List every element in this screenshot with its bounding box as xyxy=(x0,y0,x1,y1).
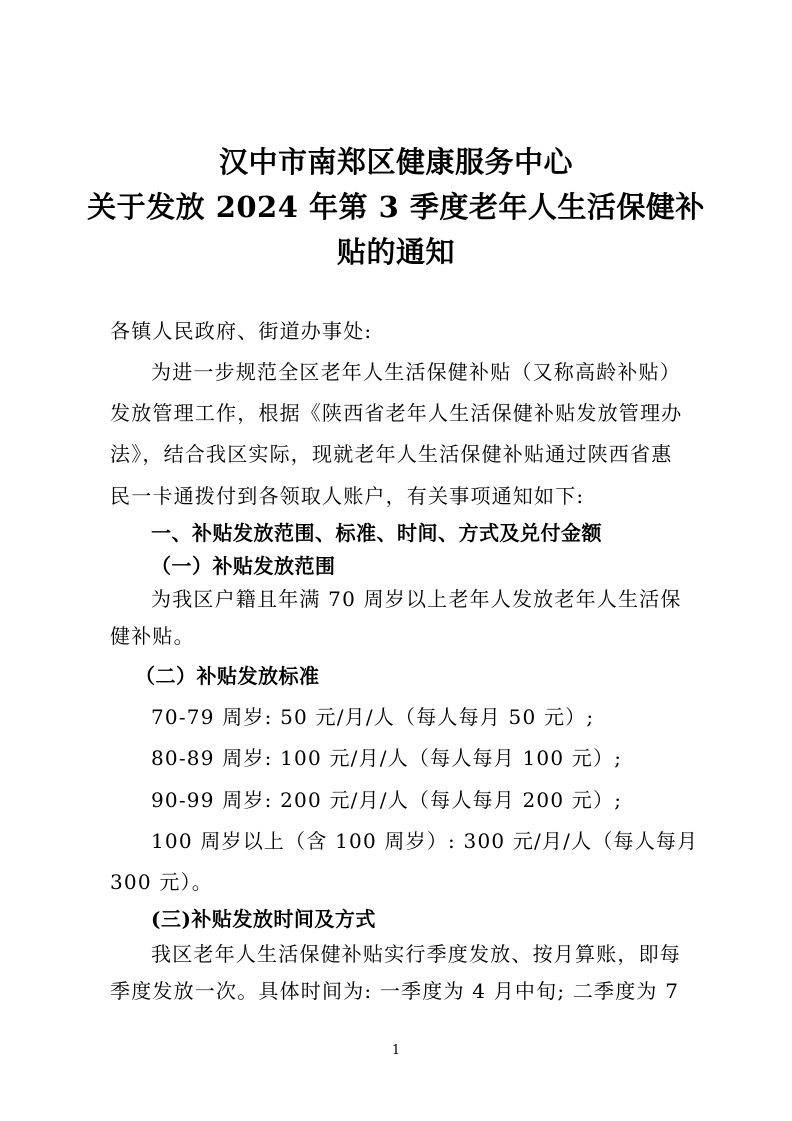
intro-line-4: 民一卡通拨付到各领取人账户，有关事项通知如下: xyxy=(110,484,585,508)
intro-line-2: 发放管理工作，根据《陕西省老年人生活保健补贴发放管理办 xyxy=(110,401,683,425)
title-line-3: 贴的通知 xyxy=(336,235,455,269)
subsection-3-line-2: 季度发放一次。具体时间为: 一季度为 4 月中旬; 二季度为 7 xyxy=(110,979,680,1003)
intro-line-3: 法》，结合我区实际，现就老年人生活保健补贴通过陕西省惠 xyxy=(110,442,673,466)
title-line-1: 汉中市南郑区健康服务中心 xyxy=(218,145,573,179)
salutation: 各镇人民政府、街道办事处: xyxy=(110,319,373,343)
standard-item-100-plus-line-1: 100 周岁以上（含 100 周岁）: 300 元/月/人（每人每月 xyxy=(151,829,699,853)
subsection-1-heading: （一）补贴发放范围 xyxy=(151,554,336,578)
standard-item-90-99: 90-99 周岁: 200 元/月/人（每人每月 200 元）; xyxy=(151,788,623,812)
subsection-2-heading: （二）补贴发放标准 xyxy=(135,664,320,688)
section-1-heading: 一、补贴发放范围、标准、时间、方式及兑付金额 xyxy=(151,521,602,545)
page-number: 1 xyxy=(391,1043,401,1058)
subsection-1-line-1: 为我区户籍且年满 70 周岁以上老年人发放老年人生活保 xyxy=(151,587,682,611)
intro-line-1: 为进一步规范全区老年人生活保健补贴（又称高龄补贴） xyxy=(151,360,681,384)
subsection-3-heading: (三)补贴发放时间及方式 xyxy=(151,907,376,931)
standard-item-100-plus-line-2: 300 元）。 xyxy=(110,870,213,894)
subsection-1-line-2: 健补贴。 xyxy=(110,624,195,648)
title-line-2: 关于发放 2024 年第 3 季度老年人生活保健补 xyxy=(87,190,705,224)
subsection-3-line-1: 我区老年人生活保健补贴实行季度发放、按月算账，即每 xyxy=(151,942,681,966)
standard-item-70-79: 70-79 周岁: 50 元/月/人（每人每月 50 元）; xyxy=(151,705,595,729)
standard-item-80-89: 80-89 周岁: 100 元/月/人（每人每月 100 元）; xyxy=(151,746,623,770)
